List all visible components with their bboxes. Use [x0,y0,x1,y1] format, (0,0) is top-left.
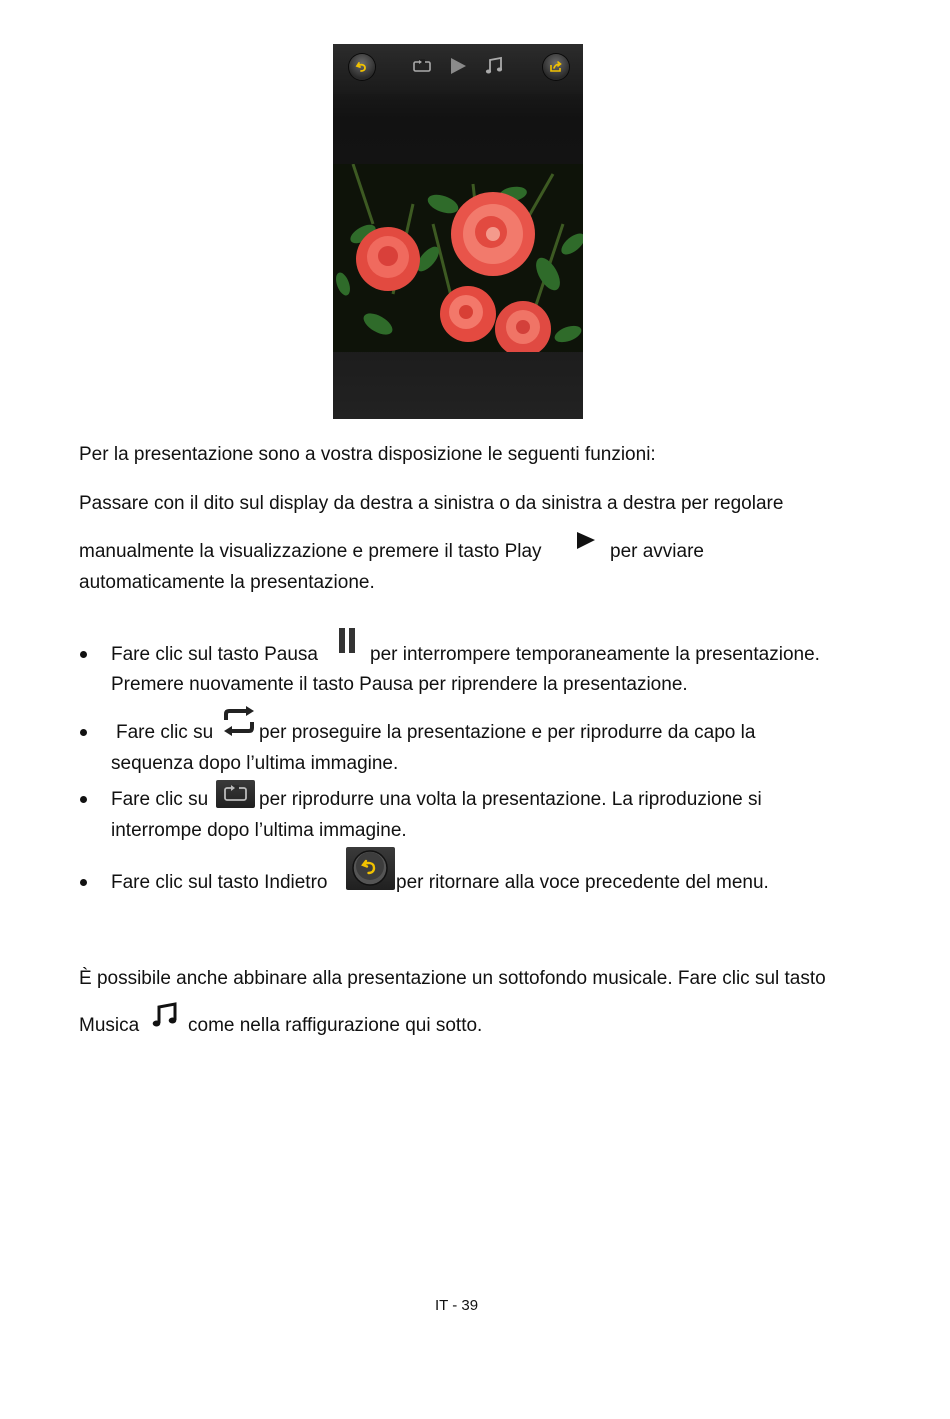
swipe-instructions-line1: Passare con il dito sul display da destra a sinistra o da sinistra a destra per regolare [79,493,784,514]
repeat-once-icon [216,780,255,808]
music-text-line2b: come nella raffigurazione qui sotto. [188,1015,483,1036]
swipe-instructions-line3: automaticamente la presentazione. [79,572,375,593]
pause-bullet-text-c: Premere nuovamente il tasto Pausa per riprendere la presentazione. [111,674,688,695]
back-icon [346,847,395,890]
music-note-icon [150,1001,178,1029]
share-icon[interactable] [543,54,569,80]
music-text-line2a: Musica [79,1015,140,1036]
repeat-bullet-text-a: Fare clic su [116,722,214,743]
red-roses-photo [333,164,583,352]
bullet-dot [80,879,87,886]
back-bullet-text-a: Fare clic sul tasto Indietro [111,872,328,893]
back-bullet-text-b: per ritornare alla voce precedente del menu. [396,872,769,893]
bullet-dot [80,796,87,803]
once-bullet-text-b: per riprodurre una volta la presentazione. La riproduzione si [259,789,762,810]
pause-bullet-text-b: per interrompere temporaneamente la presentazione. [370,644,820,665]
page-number: IT - 39 [435,1297,479,1314]
slideshow-screenshot [333,44,583,419]
intro-text: Per la presentazione sono a vostra disposizione le seguenti funzioni: [79,444,656,465]
bullet-dot [80,651,87,658]
pause-icon [337,627,359,655]
play-icon [575,531,597,551]
music-note-icon[interactable] [484,56,504,76]
repeat-icon [220,704,258,738]
music-text-line1: È possibile anche abbinare alla presentazione un sottofondo musicale. Fare clic sul tasto [79,968,826,989]
bullet-dot [80,729,87,736]
play-icon[interactable] [449,57,467,75]
swipe-instructions-line2a: manualmente la visualizzazione e premere il tasto Play [79,541,542,562]
slideshow-toolbar [333,44,583,94]
repeat-bullet-text-c: sequenza dopo l’ultima immagine. [111,753,399,774]
swipe-instructions-line2b: per avviare [610,541,704,562]
once-bullet-text-a: Fare clic su [111,789,209,810]
repeat-bullet-text-b: per proseguire la presentazione e per riprodurre da capo la [259,722,756,743]
pause-bullet-text-a: Fare clic sul tasto Pausa [111,644,318,665]
repeat-once-icon[interactable] [412,58,432,74]
once-bullet-text-c: interrompe dopo l’ultima immagine. [111,820,407,841]
back-icon[interactable] [349,54,375,80]
